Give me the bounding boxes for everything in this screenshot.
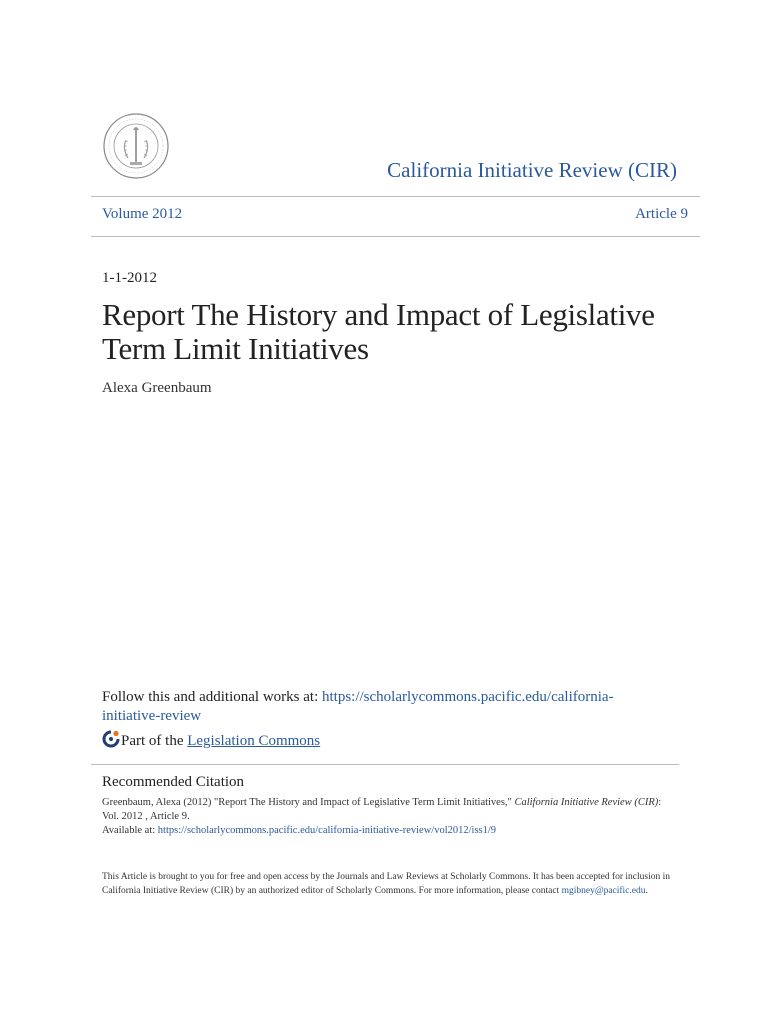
part-of-label: Part of the: [121, 733, 188, 749]
header-divider-top: [91, 196, 700, 197]
legislation-commons-link[interactable]: Legislation Commons: [187, 733, 321, 749]
follow-label: Follow this and additional works at:: [102, 689, 322, 705]
follow-works-line: [102, 688, 662, 726]
university-seal-icon: [102, 112, 170, 180]
citation-divider: [91, 764, 679, 765]
citation-text-before: Greenbaum, Alexa (2012) "Report The History and Impact of Legislative Term Limit Initiatives,": [102, 797, 515, 808]
citation-journal: California Initiative Review (CIR): [514, 797, 659, 808]
access-notice-text: This Article is brought to you for free and open access by the Journals and Law Reviews at Scholarly Commons. It has been accepted for inclusion in California Initiative Review (CIR) by an authorized editor of Scholarly Commons. For more information, please contact: [102, 872, 671, 896]
access-notice-end: .: [645, 885, 648, 896]
article-title: Report The History and Impact of Legislative Term Limit Initiatives: [102, 297, 655, 366]
collection-url-link[interactable]: https://scholarlycommons.pacific.edu/california-initiative-review: [102, 689, 614, 724]
citation-text-after: : Vol. 2012 , Article 9.: [102, 797, 662, 822]
journal-title-link[interactable]: California Initiative Review (CIR): [387, 158, 677, 182]
article-number-link[interactable]: Article 9: [635, 206, 688, 222]
citation-url-link[interactable]: https://scholarlycommons.pacific.edu/california-initiative-review/vol2012/iss1/9: [157, 825, 497, 836]
available-at-label: Available at:: [102, 825, 158, 836]
part-of-line: [102, 730, 320, 750]
recommended-citation-heading: Recommended Citation: [102, 774, 245, 790]
volume-link[interactable]: Volume 2012: [102, 206, 183, 222]
citation-text: [102, 796, 672, 838]
header-divider-bottom: [91, 236, 700, 237]
publication-date: 1-1-2012: [102, 270, 157, 286]
author-name: Alexa Greenbaum: [102, 380, 212, 396]
network-icon: [102, 730, 120, 748]
contact-email-link[interactable]: mgibney@pacific.edu: [561, 885, 646, 896]
access-notice: [102, 871, 672, 898]
